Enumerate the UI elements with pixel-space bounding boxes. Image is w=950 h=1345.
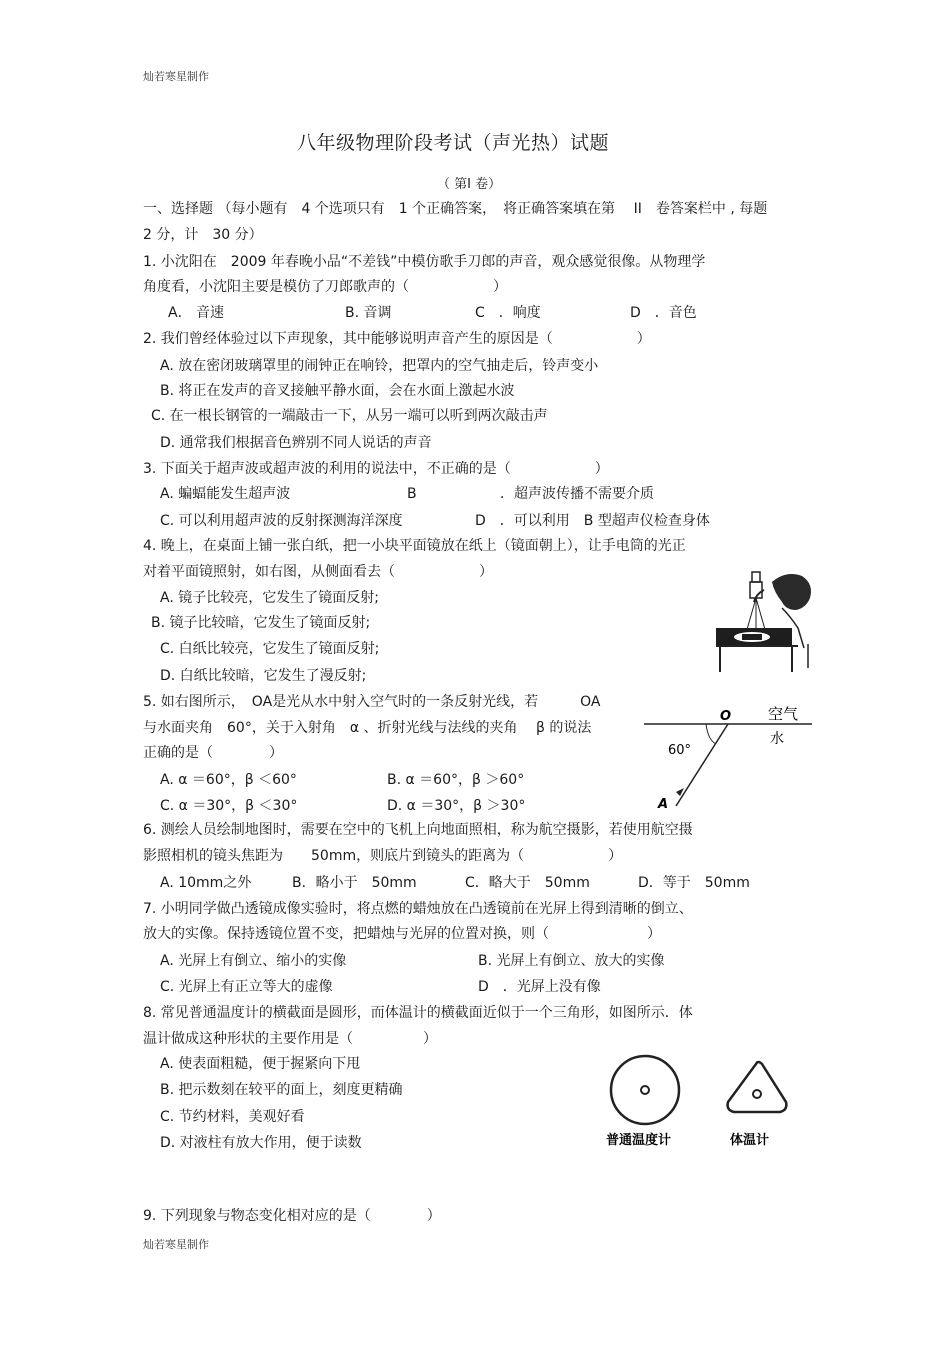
q5-option-c: C. α ＝30°，β ＜30° xyxy=(160,798,298,814)
water-label: 水 xyxy=(770,731,784,747)
q2-option-c: C. 在一根长钢管的一端敲击一下，从另一端可以听到两次敲击声 xyxy=(151,408,548,424)
q7-stem-line1: 7. 小明同学做凸透镜成像实验时，将点燃的蜡烛放在凸透镜前在光屏上得到清晰的倒立、 xyxy=(143,901,693,917)
q3-option-c: C. 可以利用超声波的反射探测海洋深度 xyxy=(160,513,403,529)
q4-option-d: D. 白纸比较暗，它发生了漫反射; xyxy=(160,668,367,684)
section-instructions-line1: 一、选择题 （每小题有 4 个选项只有 1 个正确答案， 将正确答案填在第 II 卷答案栏中 , 每题 xyxy=(143,201,768,217)
clinical-thermometer-label: 体温计 xyxy=(730,1133,770,1148)
ray-oa xyxy=(676,724,728,806)
q7-option-a: A. 光屏上有倒立、缩小的实像 xyxy=(160,953,347,969)
q3-stem: 3. 下面关于超声波或超声波的利用的说法中，不正确的是（ ） xyxy=(143,461,609,477)
q4-stem-line1: 4. 晚上，在桌面上铺一张白纸，把一小块平面镜放在纸上（镜面朝上），让手电筒的光正 xyxy=(143,538,686,554)
thermometer-cross-section-figure xyxy=(600,1050,810,1150)
q8-option-d: D. 对液柱有放大作用，便于读数 xyxy=(160,1135,362,1151)
point-o-label: O xyxy=(720,709,732,724)
q3-option-b-label: B xyxy=(407,486,417,502)
q2-option-a: A. 放在密闭玻璃罩里的闹钟正在响铃，把罩内的空气抽走后，铃声变小 xyxy=(160,358,599,374)
q5-option-d: D. α ＝30°，β ＞30° xyxy=(387,798,526,814)
q5-stem-line2: 与水面夹角 60°，关于入射角 α 、折射光线与法线的夹角 β 的说法 xyxy=(143,720,592,736)
q7-option-d: D ．光屏上没有像 xyxy=(478,979,601,995)
section-instructions-line2: 2 分，计 30 分） xyxy=(143,227,263,243)
q1-option-a: A． 音速 xyxy=(168,305,225,321)
air-label: 空气 xyxy=(768,705,799,723)
flashlight-mirror-figure xyxy=(712,568,814,674)
q8-option-a: A. 使表面粗糙，便于握紧向下甩 xyxy=(160,1056,361,1072)
q4-stem-line2: 对着平面镜照射，如右图，从侧面看去（ ） xyxy=(143,564,493,580)
q6-option-c: C．略大于 50mm xyxy=(465,875,590,891)
q6-option-d: D．等于 50mm xyxy=(638,875,750,891)
q1-option-b: B. 音调 xyxy=(345,305,392,321)
q9-stem: 9. 下列现象与物态变化相对应的是（ ） xyxy=(143,1208,441,1224)
q4-option-c: C. 白纸比较亮，它发生了镜面反射; xyxy=(160,641,380,657)
q6-stem-line1: 6. 测绘人员绘制地图时，需要在空中的飞机上向地面照相，称为航空摄影，若使用航空摄 xyxy=(143,822,693,838)
q8-option-b: B. 把示数刻在较平的面上，刻度更精确 xyxy=(160,1082,403,1098)
page-footer: 灿若寒星制作 xyxy=(143,1238,209,1251)
q2-stem: 2. 我们曾经体验过以下声现象，其中能够说明声音产生的原因是（ ） xyxy=(143,331,651,347)
q3-option-a: A. 蝙蝠能发生超声波 xyxy=(160,486,291,502)
q8-stem-line2: 温计做成这种形状的主要作用是（ ） xyxy=(143,1031,437,1047)
angle-label: 60° xyxy=(668,743,692,758)
q6-option-a: A. 10mm之外 xyxy=(160,875,252,891)
q3-option-d: D ．可以利用 B 型超声仪检查身体 xyxy=(475,513,710,529)
q6-stem-line2: 影照相机的镜头焦距为 50mm，则底片到镜头的距离为（ ） xyxy=(143,848,623,864)
q1-option-d: D ．音色 xyxy=(630,305,697,321)
q4-option-b: B. 镜子比较暗，它发生了镜面反射; xyxy=(151,615,371,631)
q7-stem-line2: 放大的实像。保持透镜位置不变，把蜡烛与光屏的位置对换，则（ ） xyxy=(143,926,661,942)
page-header: 灿若寒星制作 xyxy=(143,70,209,83)
q8-stem-line1: 8. 常见普通温度计的横截面是圆形，而体温计的横截面近似于一个三角形，如图所示．体 xyxy=(143,1005,693,1021)
q5-stem-line3: 正确的是（ ） xyxy=(143,745,283,761)
q2-option-b: B. 将正在发声的音叉接触平静水面，会在水面上激起水波 xyxy=(160,383,515,399)
point-a-label: A xyxy=(658,797,669,810)
q5-option-a: A. α ＝60°，β ＜60° xyxy=(160,772,297,788)
volume-label: （ 第Ⅰ 卷） xyxy=(437,177,502,192)
q8-option-c: C. 节约材料，美观好看 xyxy=(160,1109,305,1125)
q1-option-c: C ．响度 xyxy=(475,305,541,321)
refraction-figure xyxy=(640,698,815,810)
clinical-thermometer-section xyxy=(728,1062,787,1112)
q6-option-b: B．略小于 50mm xyxy=(292,875,417,891)
q4-option-a: A. 镜子比较亮，它发生了镜面反射; xyxy=(160,590,379,606)
q1-stem-line1: 1. 小沈阳在 2009 年春晚小品“不差钱”中模仿歌手刀郎的声音，观众感觉很像。从物理学 xyxy=(143,254,706,270)
q5-option-b: B. α ＝60°，β ＞60° xyxy=(387,772,525,788)
q7-option-b: B. 光屏上有倒立、放大的实像 xyxy=(478,953,665,969)
ordinary-thermometer-section xyxy=(611,1056,679,1124)
q5-stem-line1: 5. 如右图所示， OA是光从水中射入空气时的一条反射光线，若 OA xyxy=(143,694,601,710)
q1-stem-line2: 角度看，小沈阳主要是模仿了刀郎歌声的（ ） xyxy=(143,279,507,295)
page-title: 八年级物理阶段考试（声光热）试题 xyxy=(297,132,610,154)
ordinary-thermometer-label: 普通温度计 xyxy=(606,1133,672,1148)
q7-option-c: C. 光屏上有正立等大的虚像 xyxy=(160,979,333,995)
q3-option-b-text: ．超声波传播不需要介质 xyxy=(500,486,654,502)
q2-option-d: D. 通常我们根据音色辨别不同人说话的声音 xyxy=(160,435,432,451)
